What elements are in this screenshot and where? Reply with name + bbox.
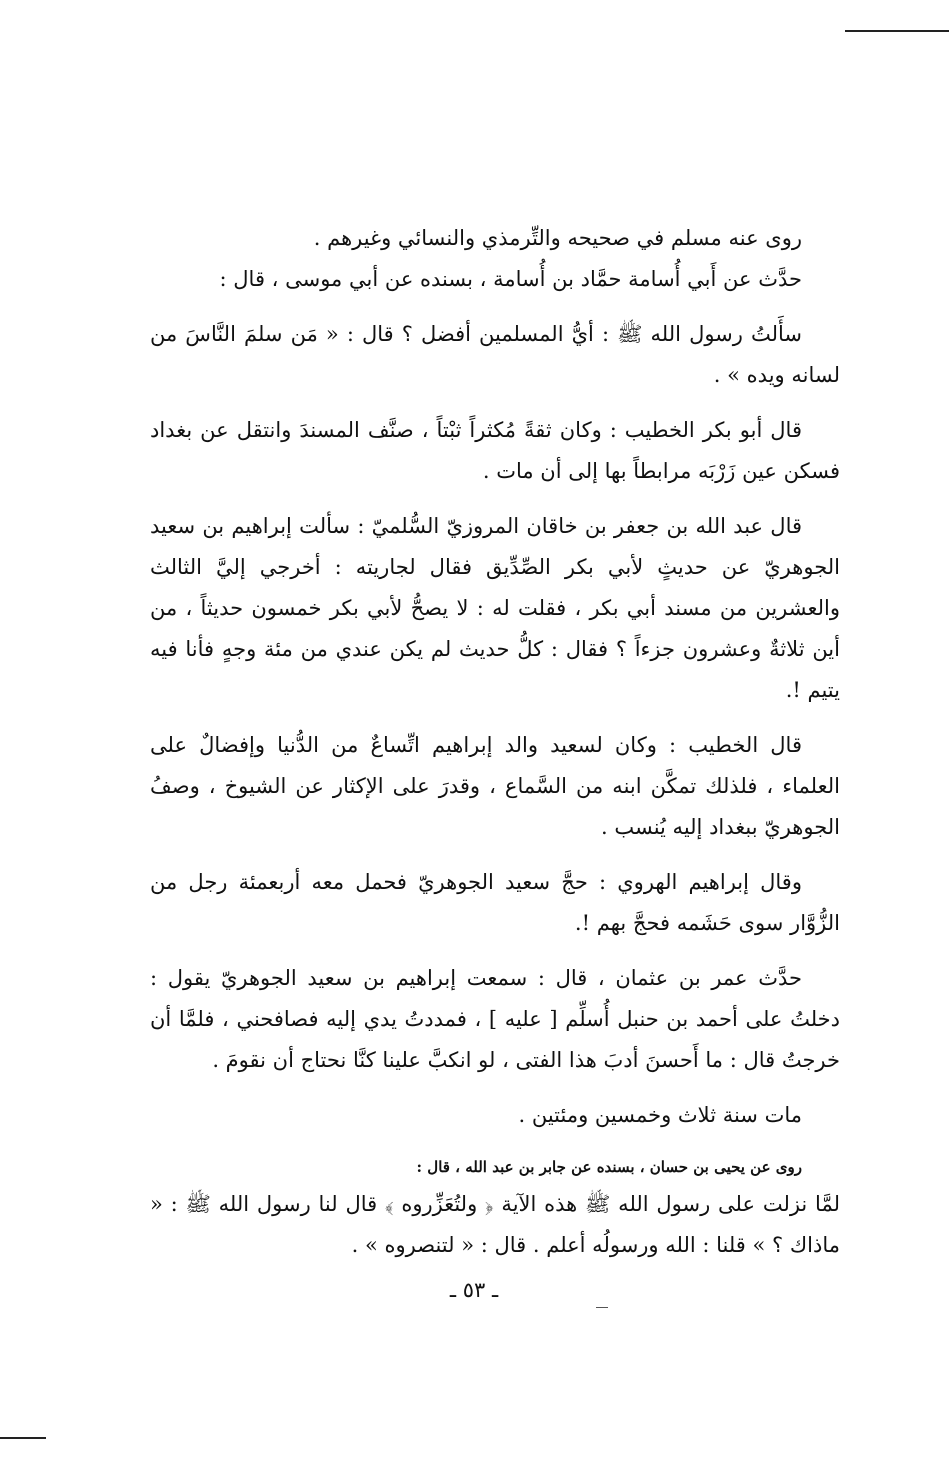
- paragraph-harawi: وقال إبراهيم الهروي : حجَّ سعيد الجوهريّ فحمل معه أربعمئة رجل من الزُّوَّار سوى حَشَمه فحجَّ بهم !.: [150, 870, 840, 935]
- paragraph-khatib-2: قال الخطيب : وكان لسعيد والد إبراهيم اتِّساعٌ من الدُّنيا وإفضالٌ على العلماء ، فلذلك تمكَّن ابنه من السَّماع ، وقدرَ على الإكثار عن الشيوخ ، وصفُ الجوهريّ ببغداد إليه يُنسب .: [150, 733, 840, 839]
- paragraph-2: حدَّث عن أَبي أُسامة حمَّاد بن أُسامة ، بسنده عن أبي موسى ، قال :: [219, 267, 802, 291]
- paragraph-death: مات سنة ثلاث وخمسين ومئتين .: [518, 1103, 802, 1127]
- page-body: [150, 218, 840, 1266]
- bottom-mark: [596, 1307, 608, 1308]
- paragraph-hadith-1: سأَلتُ رسول الله ﷺ : أيُّ المسلمين أفضل ؟ قال : « مَن سلمَ النَّاسَ من لسانه ويده » .: [150, 322, 840, 387]
- page-number: ـ ٥٣ ـ: [449, 1278, 499, 1302]
- paragraph-umar: حدَّث عمر بن عثمان ، قال : سمعت إبراهيم بن سعيد الجوهريّ يقول : دخلتُ على أحمد بن حنبل أُسلِّم [ عليه ] ، فمددتُ يدي إليه فصافحني ، فلمَّا أن خرجتُ قال : ما أَحسنَ أدبَ هذا الفتى ، لو انكبَّ علينا كنَّا نحتاج أن نقومَ .: [150, 966, 840, 1072]
- paragraph-khatib-1: قال أبو بكر الخطيب : وكان ثقةً مُكثراً ثبْتاً ، صنَّف المسندَ وانتقل عن بغداد فسكن عين زَرْبَه مرابطاً بها إلى أن مات .: [150, 418, 840, 483]
- bottom-rule: [0, 1437, 46, 1439]
- top-rule: [845, 30, 949, 32]
- paragraph-isnad: روى عن يحيى بن حسان ، بسنده عن جابر بن عبد الله ، قال :: [416, 1158, 802, 1176]
- paragraph-abdullah: قال عبد الله بن جعفر بن خاقان المروزيّ السُّلميّ : سألت إبراهيم بن سعيد الجوهريّ عن حديثٍ لأبي بكر الصِّدِّيق فقال لجاريته : أخرجي إليَّ الثالث والعشرين من مسند أبي بكر ، فقلت له : لا يصحُّ لأبي بكر خمسون حديثاً ، من أين ثلاثةٌ وعشرون جزءاً ؟ فقال : كلُّ حديث لم يكن عندي من مئة وجهٍ فأنا فيه يتيم !.: [150, 514, 840, 702]
- paragraph-hadith-2: لمَّا نزلت على رسول الله ﷺ هذه الآية ﴿ ولتُعَزِّروه ﴾ قال لنا رسول الله ﷺ : « ماذاك ؟ » قلنا : الله ورسولُه أعلم . قال : « لتنصروه » .: [150, 1192, 840, 1257]
- paragraph-1: روى عنه مسلم في صحيحه والتِّرمذي والنسائي وغيرهم .: [313, 226, 802, 250]
